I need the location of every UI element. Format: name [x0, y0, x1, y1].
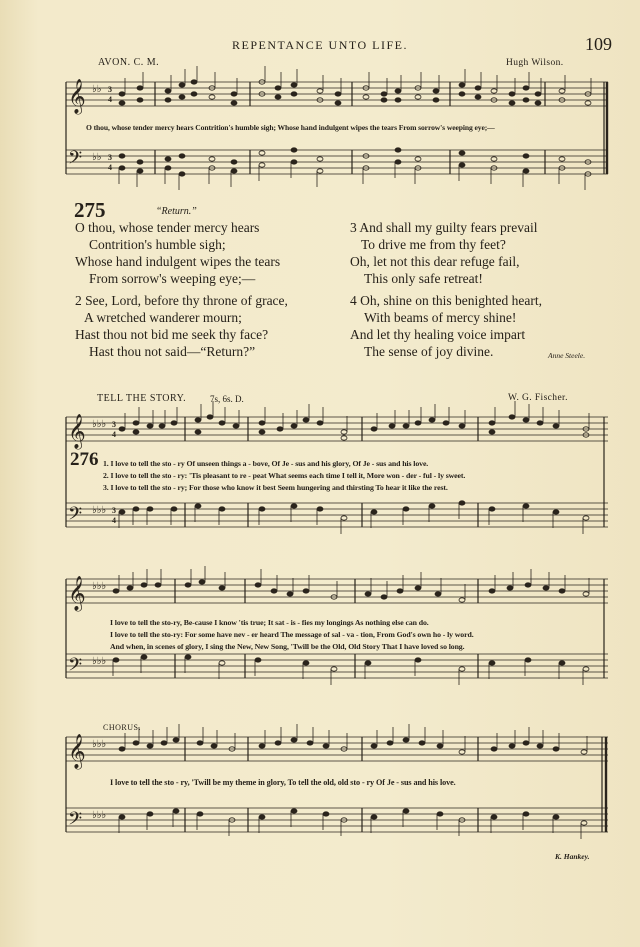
svg-text:4: 4 [108, 95, 112, 104]
svg-text:♭♭♭: ♭♭♭ [92, 581, 107, 592]
author-anne-steele: Anne Steele. [548, 351, 586, 360]
svg-text:4: 4 [108, 163, 112, 172]
svg-text:𝄢: 𝄢 [68, 808, 83, 833]
svg-text:𝄢: 𝄢 [68, 654, 83, 679]
svg-text:3: 3 [108, 85, 112, 94]
hymn-number-276: 276 [70, 449, 99, 470]
svg-text:𝄞: 𝄞 [68, 415, 86, 448]
svg-text:3: 3 [108, 153, 112, 162]
svg-text:♭♭♭: ♭♭♭ [92, 505, 107, 516]
svg-text:4: 4 [112, 430, 116, 439]
svg-text:𝄞: 𝄞 [68, 80, 86, 113]
tell-meter: 7s, 6s. D. [210, 394, 244, 404]
tell-stanza-3: 3. I love to tell the sto - ry; For those who know it best Seem hungering and thirsting To hear it like the rest. [103, 483, 448, 492]
svg-text:𝄞: 𝄞 [68, 735, 86, 768]
verse-1: O thou, whose tender mercy hears Contrition's humble sigh; Whose hand indulgent wipes the tears From sorrow's weeping eye;— [75, 220, 281, 286]
hymn-cue: “Return.” [156, 206, 197, 217]
svg-text:𝄢: 𝄢 [68, 147, 83, 172]
svg-text:♭♭♭: ♭♭♭ [92, 419, 107, 430]
svg-text:♭♭: ♭♭ [92, 152, 102, 163]
svg-text:3: 3 [112, 506, 116, 515]
verse-4: 4 Oh, shine on this benighted heart, With beams of mercy shine! And let thy healing voice impart The sense of joy divine. [350, 293, 542, 359]
svg-text:♭♭♭: ♭♭♭ [92, 739, 107, 750]
avon-underlay: O thou, whose tender mercy hears Contrition's humble sigh; Whose hand indulgent wipes the tears From sorrow's weeping eye;— [86, 123, 495, 132]
hymn-number-275: 275 [74, 198, 106, 222]
tell-stanza-1: 1. I love to tell the sto - ry Of unseen things a - bove, Of Je - sus and his glory, Of Je - sus and his love. [103, 459, 429, 468]
tell-system2-line-1: I love to tell the sto-ry, Be-cause I know 'tis true; It sat - is - fies my longings As nothing else can do. [110, 618, 429, 627]
svg-text:𝄢: 𝄢 [68, 503, 83, 528]
avon-tune-name: AVON. C. M. [98, 57, 160, 68]
svg-text:♭♭: ♭♭ [92, 84, 102, 95]
tell-system2-line-3: And when, in scenes of glory, I sing the New, New Song, 'Twill be the Old, Old Story That I have loved so long. [110, 642, 465, 651]
verse-2: 2 See, Lord, before thy throne of grace, A wretched wanderer mourn; Hast thou not bid me seek thy face? Hast thou not said—“Return?” [75, 293, 288, 359]
svg-text:♭♭♭: ♭♭♭ [92, 810, 107, 821]
tell-composer: W. G. Fischer. [508, 393, 568, 403]
tell-system2-line-2: I love to tell the sto-ry: For some have nev - er heard The message of sal - va - tion, From God's own ho - ly word. [110, 630, 474, 639]
tell-tune-name: TELL THE STORY. [97, 393, 187, 404]
verse-3: 3 And shall my guilty fears prevail To drive me from thy feet? Oh, let not this dear refuge fail, This only safe retreat! [350, 220, 538, 286]
svg-text:𝄞: 𝄞 [68, 577, 86, 610]
svg-text:4: 4 [112, 516, 116, 525]
page-number: 109 [585, 34, 612, 54]
chorus-label: CHORUS. [103, 723, 141, 732]
svg-text:3: 3 [112, 420, 116, 429]
chorus-lyrics: I love to tell the sto - ry, 'Twill be my theme in glory, To tell the old, old sto - ry Of Je - sus and his love. [110, 778, 456, 787]
tell-stanza-2: 2. I love to tell the sto - ry: 'Tis pleasant to re - peat What seems each time I tell it, More won - der - ful - ly sweet. [103, 471, 466, 480]
svg-text:♭♭♭: ♭♭♭ [92, 656, 107, 667]
running-title: REPENTANCE UNTO LIFE. [232, 38, 408, 52]
author-k-hankey: K. Hankey. [555, 852, 590, 861]
avon-composer: Hugh Wilson. [506, 58, 564, 68]
